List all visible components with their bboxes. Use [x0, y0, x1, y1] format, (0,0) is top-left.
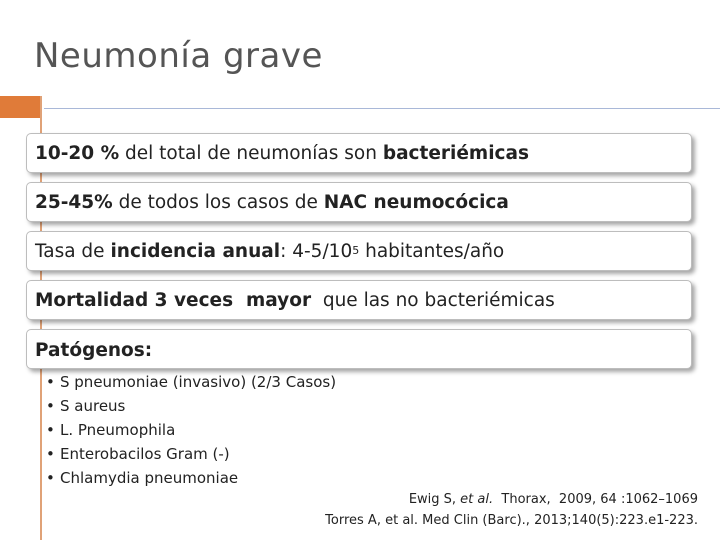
fact-box-nac-cases — [26, 182, 692, 222]
fact-keyword: NAC neumocócica — [323, 191, 509, 213]
fact-box-pathogens — [26, 329, 692, 369]
pathogen-list — [46, 370, 336, 490]
bullet-icon: • — [46, 469, 55, 487]
list-item: • S aureus — [46, 394, 336, 418]
bullet-icon: • — [46, 445, 55, 463]
fact-unit: habitantes/año — [359, 240, 505, 262]
list-item: • L. Pneumophila — [46, 418, 336, 442]
bullet-icon: • — [46, 421, 55, 439]
fact-box-incidence: Tasa de incidencia anual : 4-5/10 5 habitantes/año — [26, 231, 692, 271]
reference-2: Torres A, et al. Med Clin (Barc)., 2013;140(5):223.e1-223. — [325, 513, 698, 528]
fact-percentage: 25-45% — [35, 191, 113, 213]
fact-text: de todos los casos de — [112, 191, 324, 213]
accent-horizontal-line — [44, 108, 720, 109]
list-item: • Enterobacilos Gram (-) — [46, 442, 336, 466]
fact-percentage: 10-20 % — [35, 142, 120, 164]
list-item: • Chlamydia pneumoniae — [46, 466, 336, 490]
fact-keyword: Mortalidad 3 veces mayor — [35, 289, 312, 311]
references — [325, 489, 698, 531]
fact-rate: : 4-5/10 — [280, 240, 353, 262]
fact-box-mortality — [26, 280, 692, 320]
fact-keyword: bacteriémicas — [382, 142, 530, 164]
fact-text: del total de neumonías son — [119, 142, 383, 164]
fact-box-bacteremic-rate — [26, 133, 692, 173]
fact-text: que las no bacteriémicas — [311, 289, 555, 311]
list-item: • S pneumoniae (invasivo) (2/3 Casos) — [46, 370, 336, 394]
reference-1: Ewig S, et al. Thorax, 2009, 64 :1062–1069 — [408, 492, 698, 507]
slide-title: Neumonía grave — [34, 36, 323, 76]
fact-keyword: incidencia anual — [110, 240, 281, 262]
bullet-icon: • — [46, 373, 55, 391]
bullet-icon: • — [46, 397, 55, 415]
fact-text: Tasa de — [35, 240, 111, 262]
pathogens-heading: Patógenos: — [35, 340, 153, 361]
accent-block — [0, 96, 40, 118]
